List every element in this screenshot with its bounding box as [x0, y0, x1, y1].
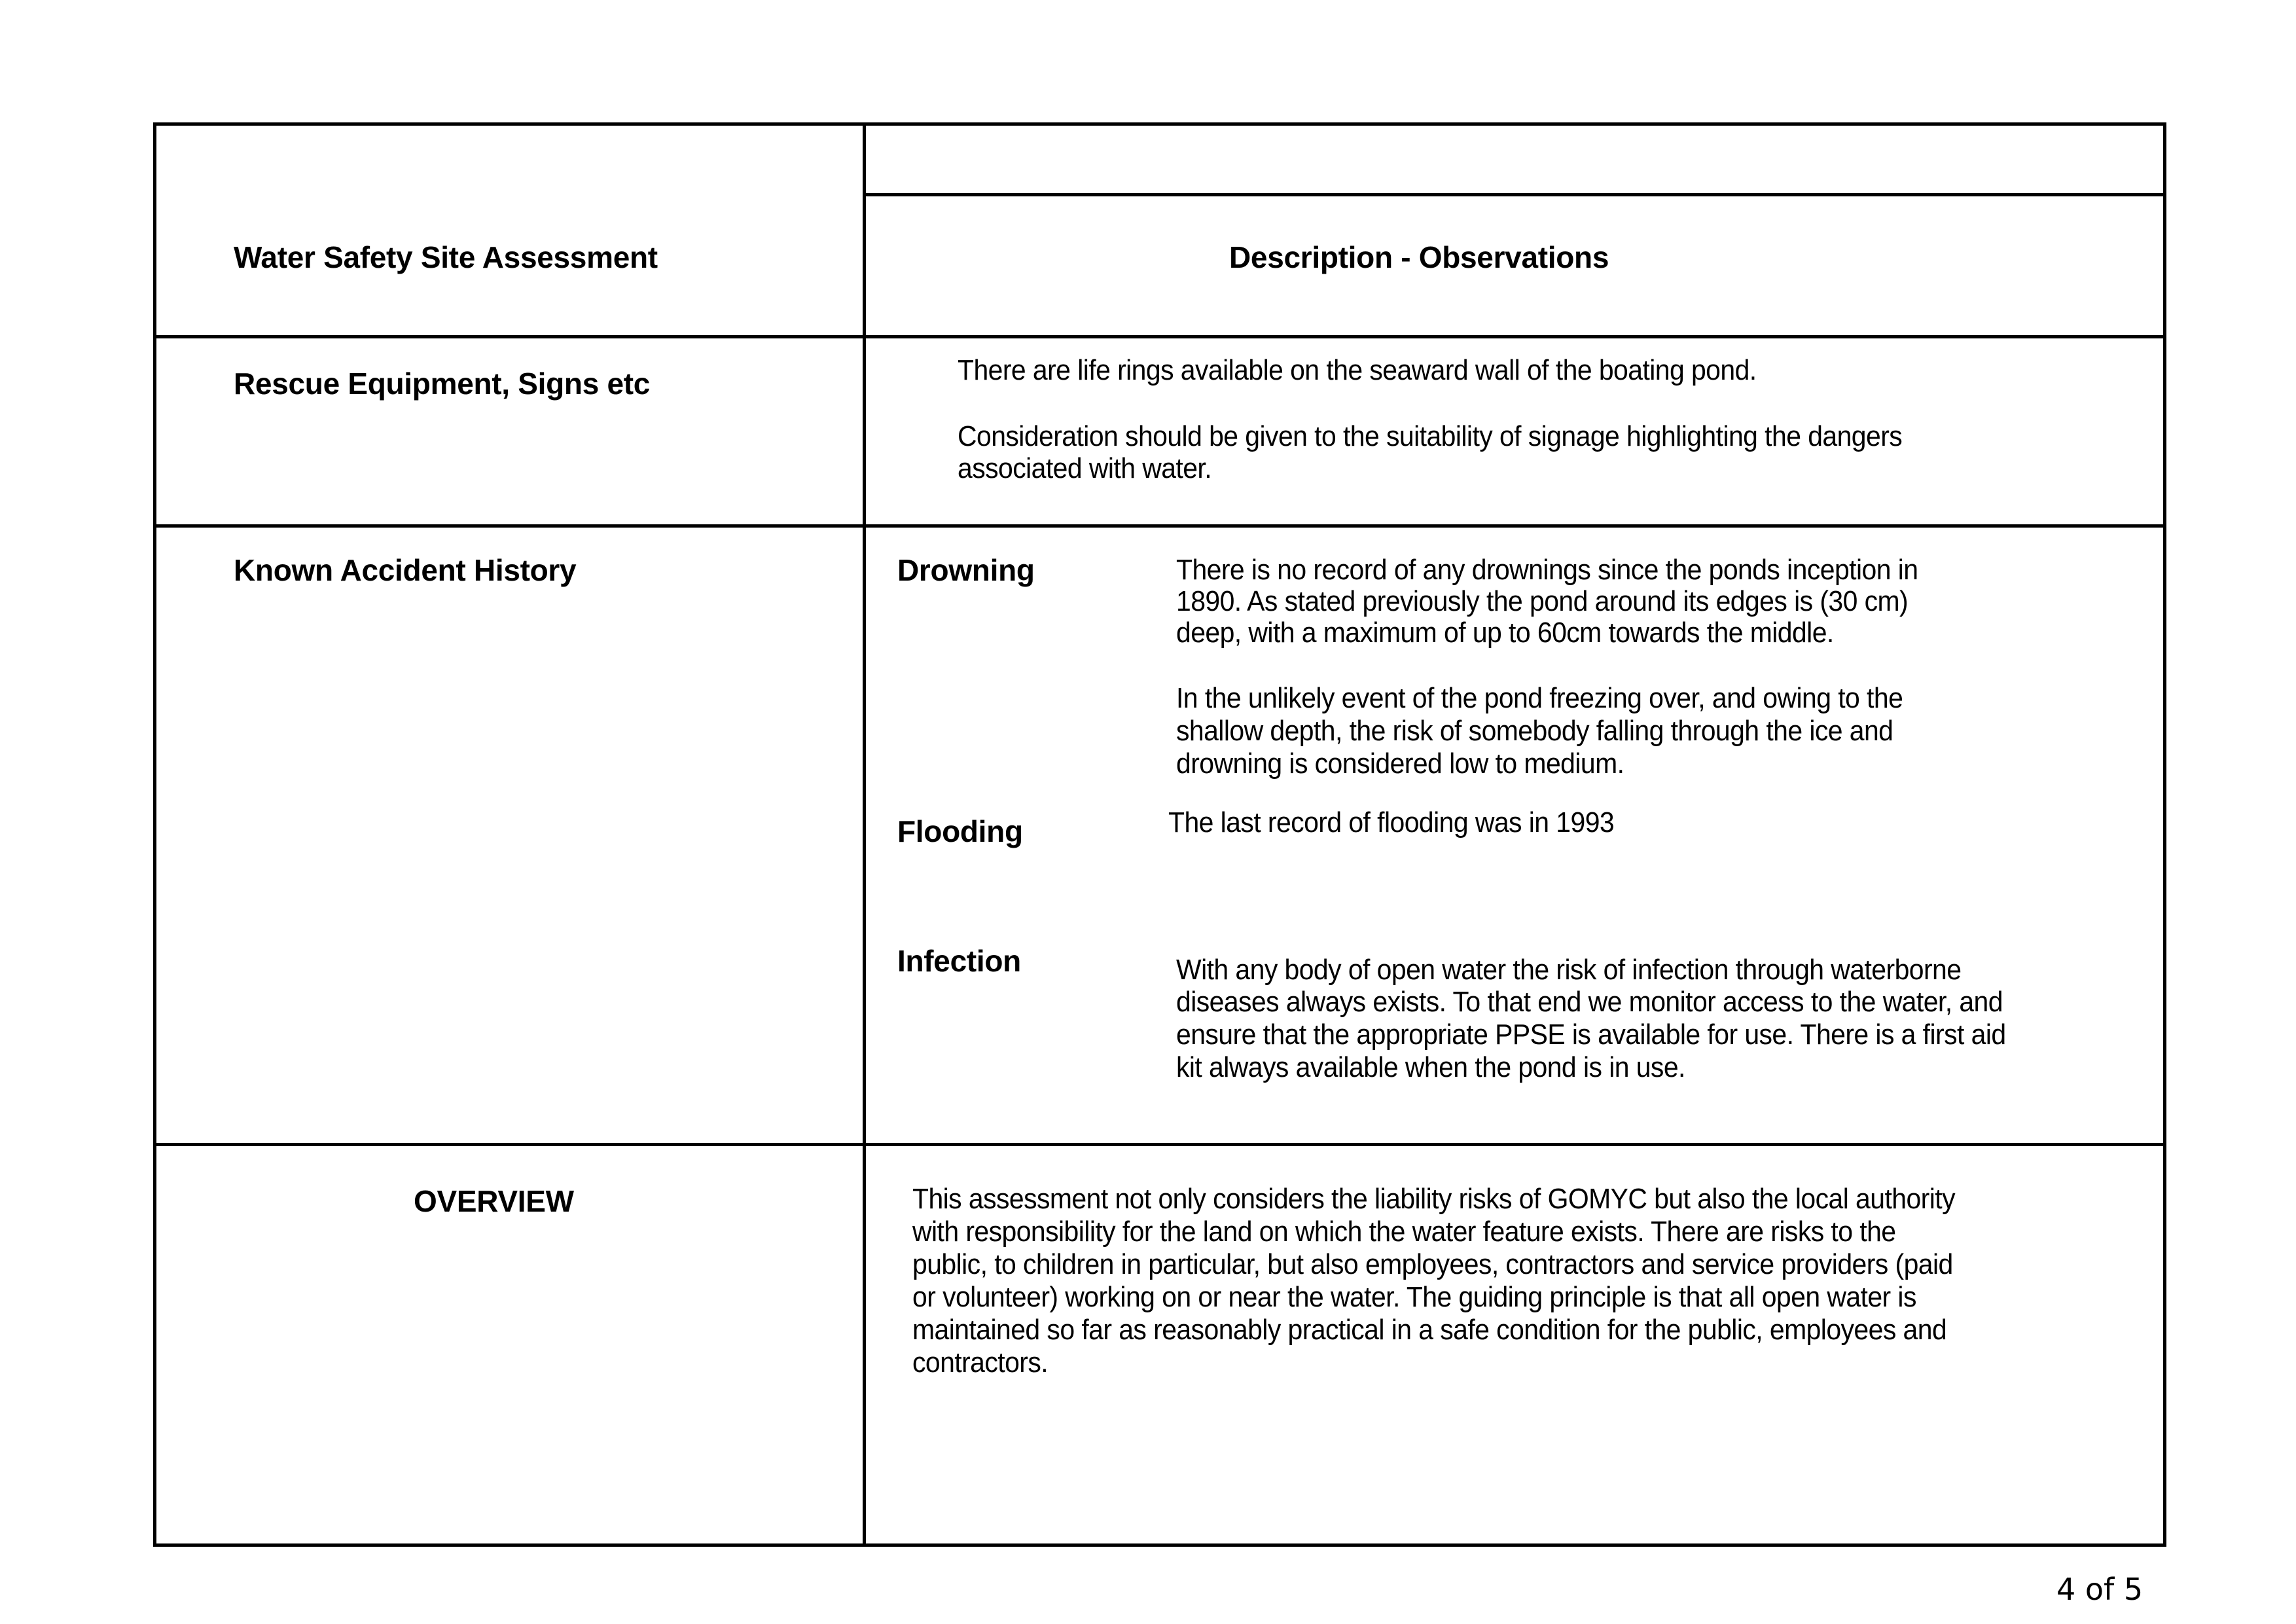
overview-paragraph-line-3: public, to children in particular, but also employees, contractors and service providers (paid [912, 1248, 1953, 1280]
overview-paragraph-line-4: or volunteer) working on or near the water. The guiding principle is that all open water is [912, 1281, 1916, 1313]
sub-label-flooding: Flooding [897, 814, 1023, 848]
drowning-paragraph-2-line-2: shallow depth, the risk of somebody falling through the ice and [1176, 715, 1893, 747]
drowning-paragraph-2-line-1: In the unlikely event of the pond freezing over, and owing to the [1176, 682, 1903, 714]
table-border-bottom [153, 1543, 2166, 1547]
row-label-rescue-equipment: Rescue Equipment, Signs etc [234, 367, 651, 401]
description-observations-heading: Description - Observations [1229, 240, 1609, 274]
overview-paragraph-line-5: maintained so far as reasonably practical in a safe condition for the public, employees and [912, 1314, 1947, 1346]
overview-paragraph-line-2: with responsibility for the land on which the water feature exists. There are risks to the [912, 1216, 1896, 1248]
page-number: 4 of 5 [2056, 1572, 2144, 1607]
infection-paragraph-line-4: kit always available when the pond is in use. [1176, 1051, 1685, 1083]
sub-label-infection: Infection [897, 944, 1021, 978]
row-label-known-accident-history: Known Accident History [234, 553, 577, 587]
row-divider-2 [153, 1143, 2166, 1146]
infection-paragraph-line-2: diseases always exists. To that end we monitor access to the water, and [1176, 986, 2003, 1018]
flooding-paragraph-line-1: The last record of flooding was in 1993 [1168, 806, 1615, 839]
row-divider-1 [153, 524, 2166, 528]
drowning-paragraph-1-line-2: 1890. As stated previously the pond around its edges is (30 cm) [1176, 585, 1909, 617]
header-subdivider [863, 193, 2166, 196]
header-bottom-border [153, 335, 2166, 338]
drowning-paragraph-1-line-3: deep, with a maximum of up to 60cm towards the middle. [1176, 617, 1834, 649]
column-divider [863, 122, 866, 1547]
rescue-paragraph-2-line-2: associated with water. [958, 452, 1212, 484]
drowning-paragraph-2-line-3: drowning is considered low to medium. [1176, 748, 1624, 780]
table-border-left [153, 122, 156, 1547]
overview-paragraph-line-1: This assessment not only considers the liability risks of GOMYC but also the local authority [912, 1183, 1955, 1215]
infection-paragraph-line-1: With any body of open water the risk of infection through waterborne [1176, 954, 1962, 986]
infection-paragraph-line-3: ensure that the appropriate PPSE is available for use. There is a first aid [1176, 1019, 2006, 1051]
assessment-title: Water Safety Site Assessment [234, 240, 658, 274]
drowning-paragraph-1-line-1: There is no record of any drownings since the ponds inception in [1176, 554, 1918, 586]
rescue-paragraph-2-line-1: Consideration should be given to the suitability of signage highlighting the dangers [958, 420, 1903, 452]
sub-label-drowning: Drowning [897, 553, 1035, 587]
overview-paragraph-line-6: contractors. [912, 1346, 1049, 1379]
table-border-right [2163, 122, 2166, 1547]
rescue-paragraph-1-line-1: There are life rings available on the seaward wall of the boating pond. [958, 354, 1757, 386]
row-label-overview: OVERVIEW [414, 1184, 574, 1218]
table-border-top [153, 122, 2166, 126]
